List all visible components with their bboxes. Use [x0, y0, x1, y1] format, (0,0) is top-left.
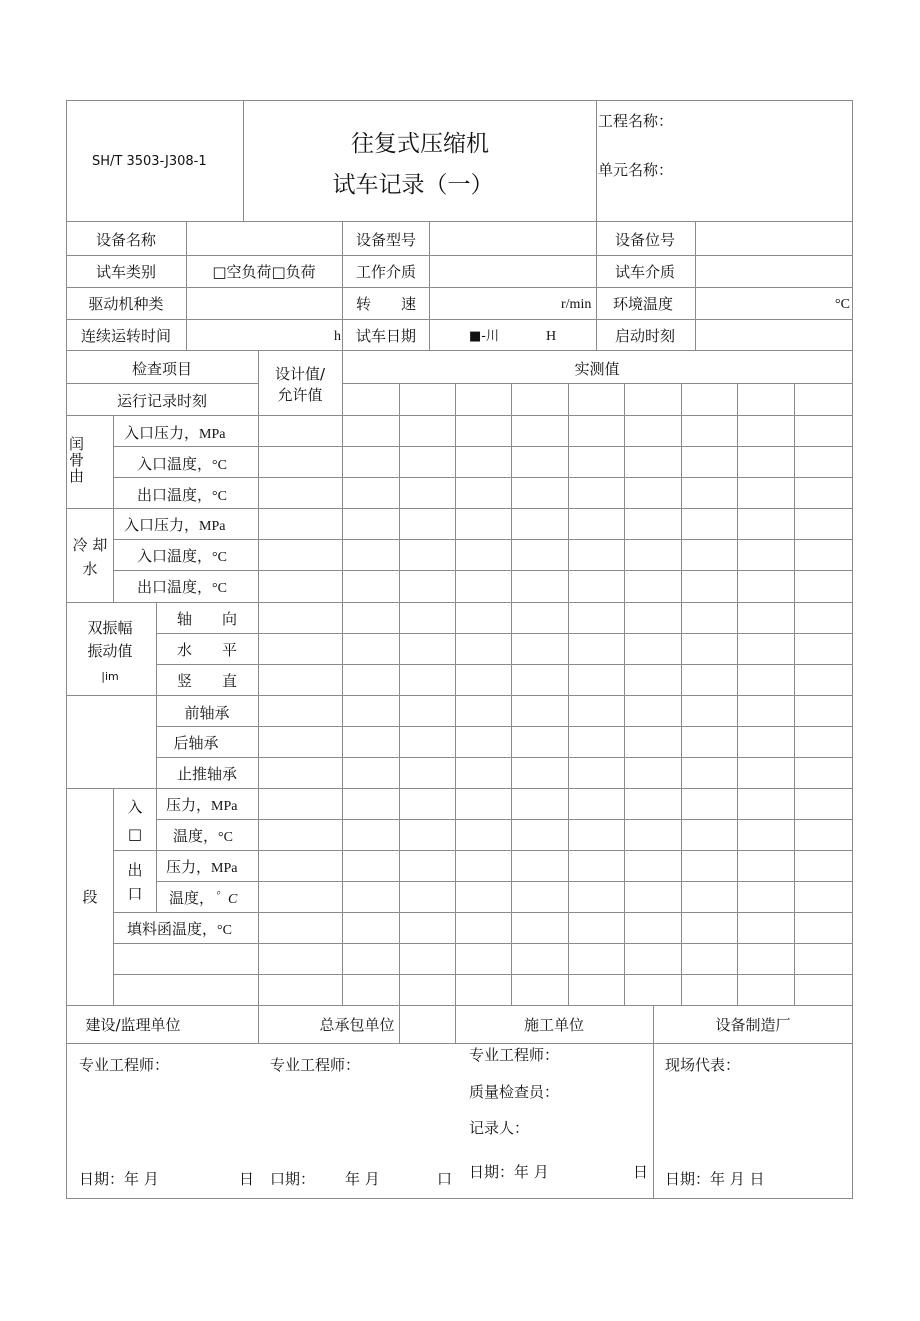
- oil-group-label: 闰骨由: [67, 436, 85, 484]
- vibration-unit: |im: [101, 670, 119, 683]
- rule: [113, 850, 853, 851]
- rule: [113, 974, 853, 975]
- vibration-horizontal-label: 水 平: [176, 641, 238, 659]
- oil-inlet-temp-label: 入口温度，°C: [137, 455, 227, 473]
- gc-date-day: 口: [437, 1170, 453, 1188]
- cooling-group-label-2: 水: [82, 560, 98, 578]
- recorder-label: 记录人：: [469, 1119, 530, 1137]
- rule: [681, 383, 682, 1005]
- rule: [156, 633, 853, 634]
- work-medium-label: 工作介质: [355, 263, 417, 281]
- speed-label: 转 速: [355, 295, 417, 313]
- rule: [66, 383, 258, 384]
- rule: [653, 1005, 654, 1198]
- rule: [156, 664, 853, 665]
- equip-model-label: 设备型号: [355, 231, 417, 249]
- gc-date-ym: 年 月: [345, 1170, 380, 1188]
- owner-date-label: 日期：年 月: [79, 1170, 159, 1188]
- rule: [342, 221, 343, 1005]
- cooling-outlet-temp-label: 出口温度，°C: [137, 578, 227, 596]
- rule: [66, 287, 853, 288]
- rear-bearing-label: 后轴承: [173, 734, 219, 752]
- rule: [737, 383, 738, 1005]
- rule: [156, 757, 853, 758]
- rule: [156, 726, 853, 727]
- rule: [156, 602, 157, 788]
- rule: [66, 221, 853, 222]
- rule: [113, 943, 853, 944]
- stage-group-label: 段: [82, 888, 98, 906]
- form-code: SH/T 3503-J308-1: [92, 154, 207, 169]
- design-value-heading-2: 允许值: [277, 386, 323, 404]
- rule: [113, 477, 853, 478]
- rule: [243, 100, 244, 221]
- stage-outlet-label-1: 出: [127, 861, 143, 879]
- border-left: [66, 100, 67, 1199]
- rule: [66, 788, 853, 789]
- stage-outlet-temp-label: 温度，゜C: [169, 889, 238, 907]
- rule: [258, 350, 259, 1043]
- stage-inlet-temp-label: 温度，°C: [173, 827, 233, 845]
- form-title-line1: 往复式压缩机: [351, 131, 489, 157]
- oil-inlet-pressure-label: 入口压力，MPa: [124, 424, 226, 442]
- manufacturer-date-label: 日期：年 月 日: [665, 1170, 765, 1188]
- run-record-time-heading: 运行记录时刻: [116, 392, 208, 410]
- rule: [156, 819, 853, 820]
- rule: [66, 1005, 853, 1006]
- test-date-label: 试车日期: [355, 327, 417, 345]
- qc-inspector-label: 质量检查员：: [469, 1083, 560, 1101]
- owner-date-day: 日: [239, 1170, 255, 1188]
- design-value-heading-1: 设计值/: [274, 365, 326, 383]
- test-medium-label: 试车介质: [614, 263, 676, 281]
- cooling-group-label-1: 冷 却: [72, 536, 108, 554]
- rule: [66, 319, 853, 320]
- front-bearing-label: 前轴承: [184, 704, 230, 722]
- test-type-label: 试车类别: [95, 263, 157, 281]
- rule: [66, 1043, 853, 1044]
- speed-unit: r/min: [561, 297, 592, 312]
- rule: [66, 415, 853, 416]
- rule: [186, 221, 187, 350]
- rule: [794, 383, 795, 1005]
- construction-date-day: 日: [633, 1163, 649, 1181]
- run-time-unit: h: [334, 329, 341, 344]
- run-time-label: 连续运转时间: [80, 327, 172, 345]
- rule: [624, 383, 625, 1005]
- rule: [113, 912, 853, 913]
- ambient-temp-unit: °C: [835, 297, 850, 312]
- equip-name-label: 设备名称: [95, 231, 157, 249]
- rule: [113, 446, 853, 447]
- rule: [399, 383, 400, 1043]
- construction-engineer-label: 专业工程师：: [469, 1046, 560, 1064]
- rule: [113, 788, 114, 1005]
- test-date-value: ■-川: [469, 329, 499, 344]
- rule: [66, 602, 853, 603]
- rule: [66, 508, 853, 509]
- vibration-group-label-2: 振动值: [87, 642, 133, 660]
- site-rep-label: 现场代表：: [665, 1056, 741, 1074]
- start-time-label: 启动时刻: [614, 327, 676, 345]
- cooling-inlet-pressure-label: 入口压力，MPa: [124, 516, 226, 534]
- driver-type-label: 驱动机种类: [88, 295, 164, 313]
- rule: [455, 383, 456, 1043]
- vibration-vertical-label: 竖 直: [176, 672, 238, 690]
- vibration-group-label-1: 双振幅: [87, 619, 133, 637]
- rule: [156, 881, 853, 882]
- owner-heading: 建设/监理单位: [85, 1016, 181, 1034]
- stage-outlet-label-2: 口: [127, 885, 143, 903]
- rule: [113, 570, 853, 571]
- equip-tag-label: 设备位号: [614, 231, 676, 249]
- rule: [429, 221, 430, 350]
- inspect-item-heading: 检查项目: [131, 360, 193, 378]
- rule: [66, 350, 853, 351]
- oil-outlet-temp-label: 出口温度，°C: [137, 486, 227, 504]
- measured-heading: 实测值: [574, 360, 620, 378]
- rule: [568, 383, 569, 1005]
- test-type-options: □空负荷□负荷: [212, 263, 316, 281]
- stage-inlet-label-1: 入: [127, 798, 143, 816]
- general-contractor-heading: 总承包单位: [319, 1016, 395, 1034]
- packing-temp-label: 填料函温度，°C: [127, 920, 232, 938]
- rule: [596, 100, 597, 221]
- construction-date-label: 日期：年 月: [469, 1163, 549, 1181]
- gc-date-label: 口期：: [270, 1170, 316, 1188]
- border-bottom: [66, 1198, 853, 1199]
- construction-heading: 施工单位: [523, 1016, 585, 1034]
- rule: [511, 383, 512, 1005]
- ambient-temp-label: 环境温度: [612, 295, 674, 313]
- form-title-line2: 试车记录（一）: [332, 172, 494, 198]
- project-name-label: 工程名称：: [598, 112, 674, 130]
- rule: [596, 221, 597, 350]
- stage-inlet-pressure-label: 压力，MPa: [166, 796, 238, 814]
- rule: [156, 788, 157, 912]
- vibration-axial-label: 轴 向: [176, 610, 238, 628]
- border-top: [66, 100, 853, 101]
- owner-engineer-label: 专业工程师：: [79, 1056, 170, 1074]
- rule: [113, 415, 114, 602]
- cooling-inlet-temp-label: 入口温度，°C: [137, 547, 227, 565]
- thrust-bearing-label: 止推轴承: [176, 765, 238, 783]
- rule: [66, 695, 853, 696]
- test-date-h: H: [546, 329, 557, 344]
- border-right: [852, 100, 853, 1199]
- rule: [66, 255, 853, 256]
- manufacturer-heading: 设备制造厂: [715, 1016, 791, 1034]
- rule: [113, 539, 853, 540]
- rule: [342, 383, 853, 384]
- unit-name-label: 单元名称：: [598, 161, 674, 179]
- gc-engineer-label: 专业工程师：: [270, 1056, 361, 1074]
- stage-inlet-label-2: □: [127, 825, 143, 843]
- stage-outlet-pressure-label: 压力，MPa: [166, 858, 238, 876]
- rule: [695, 221, 696, 350]
